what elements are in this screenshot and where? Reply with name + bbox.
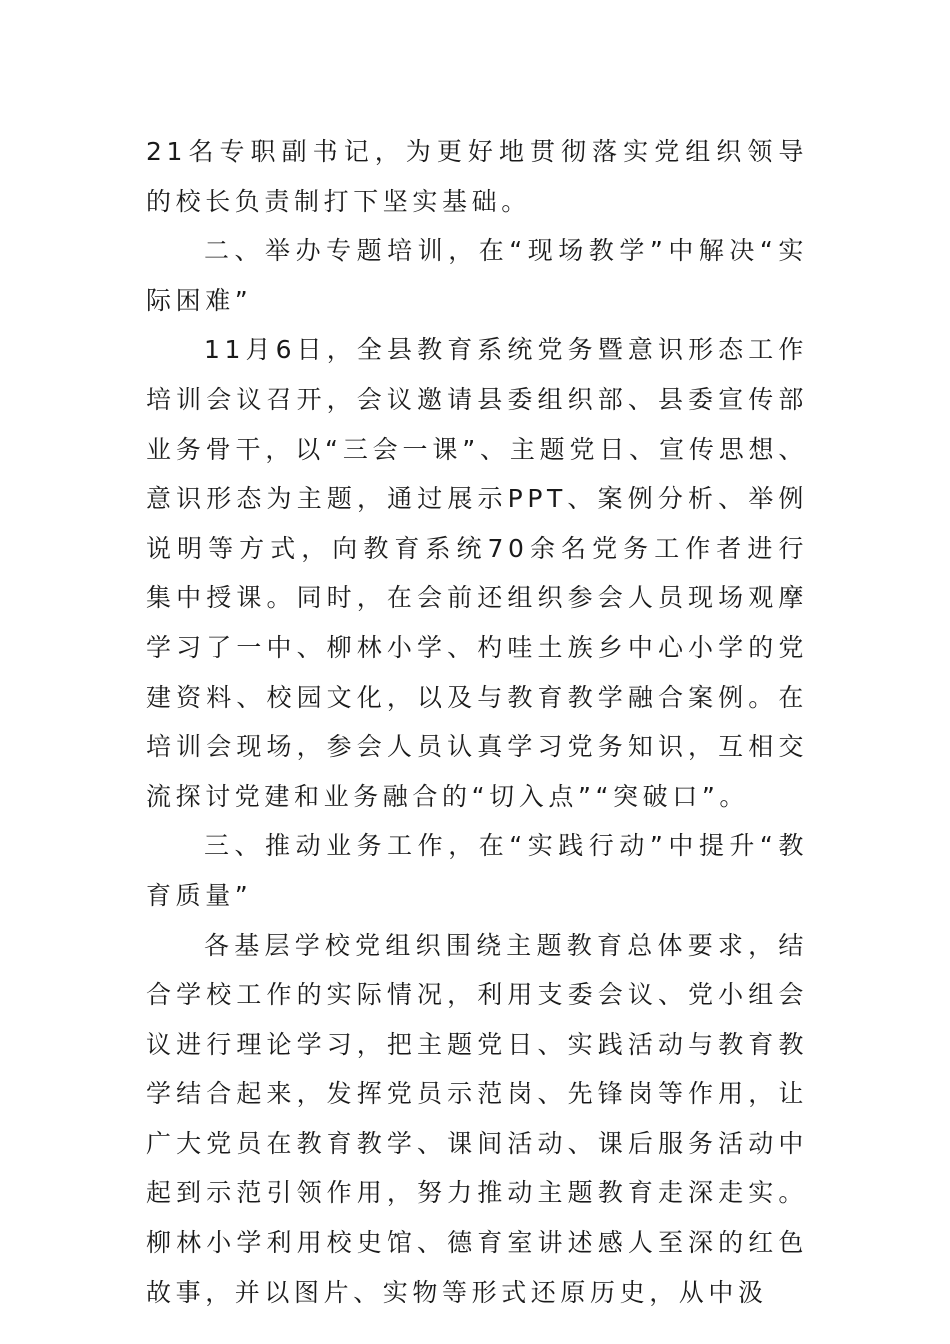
paragraph-training: 11月6日，全县教育系统党务暨意识形态工作培训会议召开，会议邀请县委组织部、县委宣传部业务骨干，以“三会一课”、主题党日、宣传思想、意识形态为主题，通过展示PPT、案例分析、举例说明等方式，向教育系统70余名党务工作者进行集中授课。同时，在会前还组织参会人员现场观摩学习了一中、柳林小学、杓哇土族乡中心小学的党建资料、校园文化，以及与教育教学融合案例。在培训会现场，参会人员认真学习党务知识，互相交流探讨党建和业务融合的“切入点”“突破口”。 xyxy=(146,335,808,811)
section-heading-2: 二、举办专题培训，在“现场教学”中解决“实际困难” xyxy=(146,236,808,315)
section-heading-3: 三、推动业务工作，在“实践行动”中提升“教育质量” xyxy=(146,831,808,910)
document-body xyxy=(146,127,808,1317)
paragraph-practice: 各基层学校党组织围绕主题教育总体要求，结合学校工作的实际情况，利用支委会议、党小组会议进行理论学习，把主题党日、实践活动与教育教学结合起来，发挥党员示范岗、先锋岗等作用，让广大党员在教育教学、课间活动、课后服务活动中起到示范引领作用，努力推动主题教育走深走实。柳林小学利用校史馆、德育室讲述感人至深的红色故事，并以图片、实物等形式还原历史，从中汲 xyxy=(146,930,808,1307)
paragraph-continuation: 21名专职副书记，为更好地贯彻落实党组织领导的校长负责制打下坚实基础。 xyxy=(146,137,808,216)
